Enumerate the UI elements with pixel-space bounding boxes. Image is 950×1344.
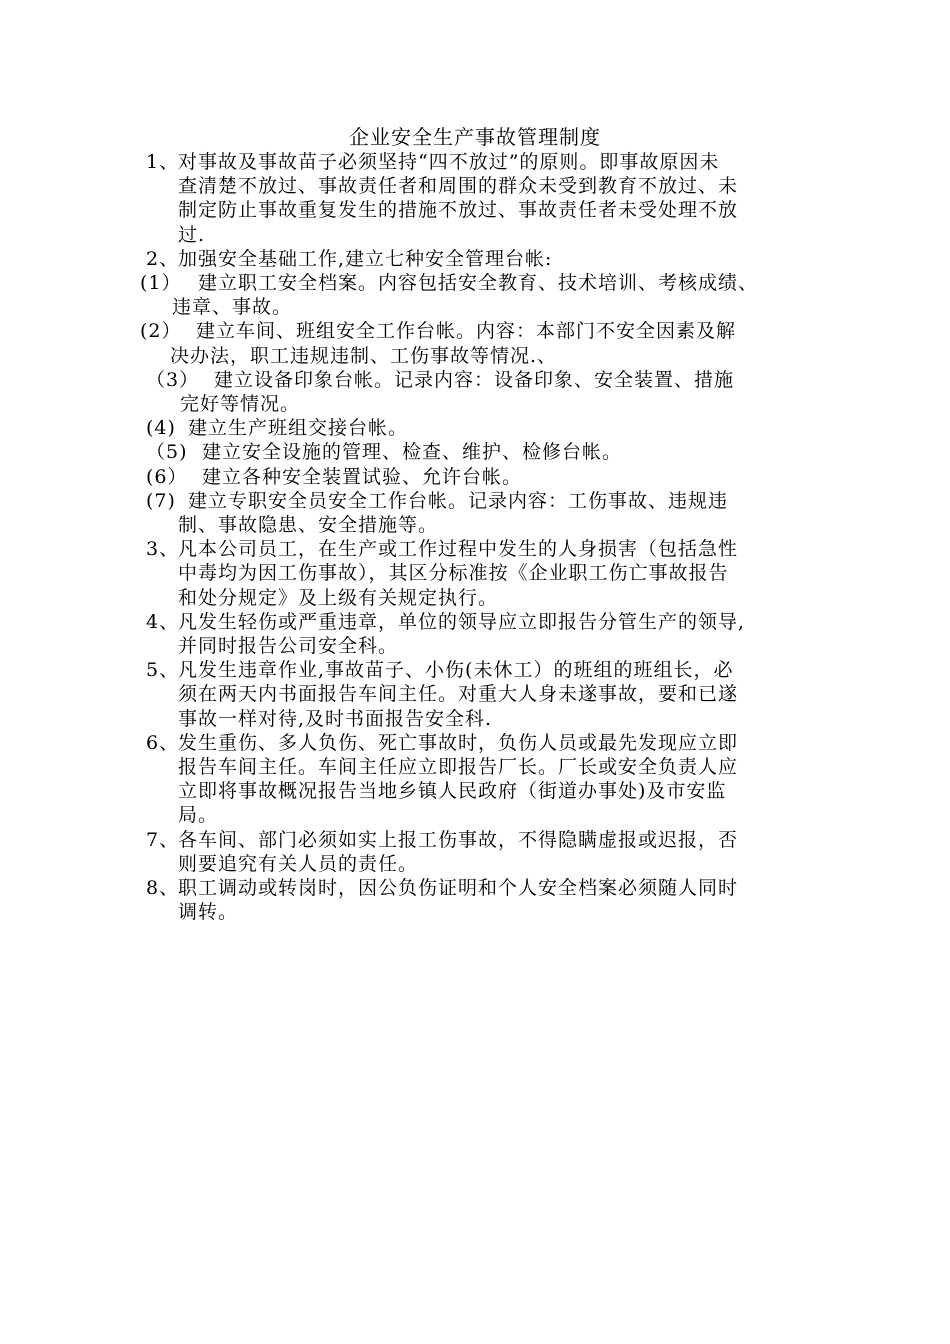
item-line: 职工调动或转岗时，因公负伤证明和个人安全档案必须随人同时 [178, 877, 739, 900]
item-line: 制定防止事故重复发生的措施不放过、事故责任者未受处理不放 [178, 199, 739, 222]
item-number: 2、 [146, 247, 180, 270]
item-line: 则要追究有关人员的责任。 [178, 852, 419, 875]
item-line: 建立职工安全档案。内容包括安全教育、技术培训、考核成绩、 [198, 272, 759, 295]
item-number: 3、 [146, 538, 180, 561]
item-number: (1） [140, 272, 182, 295]
item-number: （3） [146, 368, 200, 391]
item-number: (7) [146, 489, 176, 512]
item-line: 中毒均为因工伤事故），其区分标准按《企业职工伤亡事故报告 [178, 562, 729, 585]
list-item [146, 610, 826, 658]
item-number: 5、 [146, 659, 180, 682]
item-line: 制、事故隐患、安全措施等。 [178, 514, 439, 537]
document-body [140, 150, 826, 925]
item-line: 建立车间、班组安全工作台帐。内容：本部门不安全因素及解 [196, 320, 737, 343]
item-line: 建立生产班组交接台帐。 [188, 417, 409, 440]
list-item [146, 416, 826, 440]
item-line: 局。 [178, 804, 219, 827]
item-number: (2） [140, 320, 182, 343]
item-line: 和处分规定》及上级有关规定执行。 [178, 586, 499, 609]
item-number: 7、 [146, 828, 180, 851]
item-number: 4、 [146, 610, 180, 633]
item-line: 查清楚不放过、事故责任者和周围的群众未受到教育不放过、未 [178, 175, 739, 198]
list-item [146, 876, 826, 924]
item-line: 完好等情况。 [180, 393, 301, 416]
item-line: 对事故及事故苗子必须坚持“四不放过”的原则。即事故原因未 [178, 151, 720, 173]
page-title: 企业安全生产事故管理制度 [349, 125, 601, 149]
item-number: 1、 [146, 151, 180, 173]
list-item [146, 247, 826, 271]
item-line: 各车间、部门必须如实上报工伤事故，不得隐瞒虚报或迟报，否 [178, 828, 739, 851]
item-number: 8、 [146, 877, 180, 900]
item-line: 凡发生轻伤或严重违章，单位的领导应立即报告分管生产的领导, [178, 610, 746, 633]
item-line: 加强安全基础工作,建立七种安全管理台帐: [178, 247, 553, 270]
item-line: 过. [178, 223, 206, 246]
item-line: 建立安全设施的管理、检查、维护、检修台帐。 [202, 441, 623, 464]
list-item [146, 489, 826, 537]
list-item [146, 440, 826, 464]
item-line: 事故一样对待,及时书面报告安全科. [178, 707, 493, 730]
list-item [146, 731, 826, 828]
list-item [146, 150, 826, 247]
item-number: （5) [146, 441, 188, 464]
item-number: 6、 [146, 731, 180, 754]
list-item [140, 319, 826, 367]
list-item [146, 368, 826, 416]
item-line: 立即将事故概况报告当地乡镇人民政府（街道办事处)及市安监 [178, 780, 727, 803]
item-line: 调转。 [178, 901, 239, 924]
item-line: 凡本公司员工，在生产或工作过程中发生的人身损害（包括急性 [178, 538, 739, 561]
item-line: 建立专职安全员安全工作台帐。记录内容：工伤事故、违规违 [188, 489, 729, 512]
item-line: 并同时报告公司安全科。 [178, 635, 399, 658]
list-item [146, 658, 826, 731]
list-item [140, 271, 826, 319]
item-line: 发生重伤、多人负伤、死亡事故时，负伤人员或最先发现应立即 [178, 731, 739, 754]
item-line: 凡发生违章作业,事故苗子、小伤(未休工）的班组的班组长，必 [178, 659, 734, 682]
item-line: 报告车间主任。车间主任应立即报告厂长。厂长或安全负责人应 [178, 756, 739, 779]
item-line: 违章、事故。 [172, 296, 293, 319]
list-item [146, 828, 826, 876]
item-line: 建立设备印象台帐。记录内容：设备印象、安全装置、措施 [214, 368, 735, 391]
list-item [146, 465, 826, 489]
item-line: 建立各种安全装置试验、允许台帐。 [202, 465, 523, 488]
item-number: (6） [146, 465, 188, 488]
item-line: 决办法，职工违规违制、工伤事故等情况.、 [170, 344, 558, 367]
list-item [146, 537, 826, 610]
item-line: 须在两天内书面报告车间主任。对重大人身未遂事故，要和已遂 [178, 683, 739, 706]
item-number: (4) [146, 417, 176, 440]
